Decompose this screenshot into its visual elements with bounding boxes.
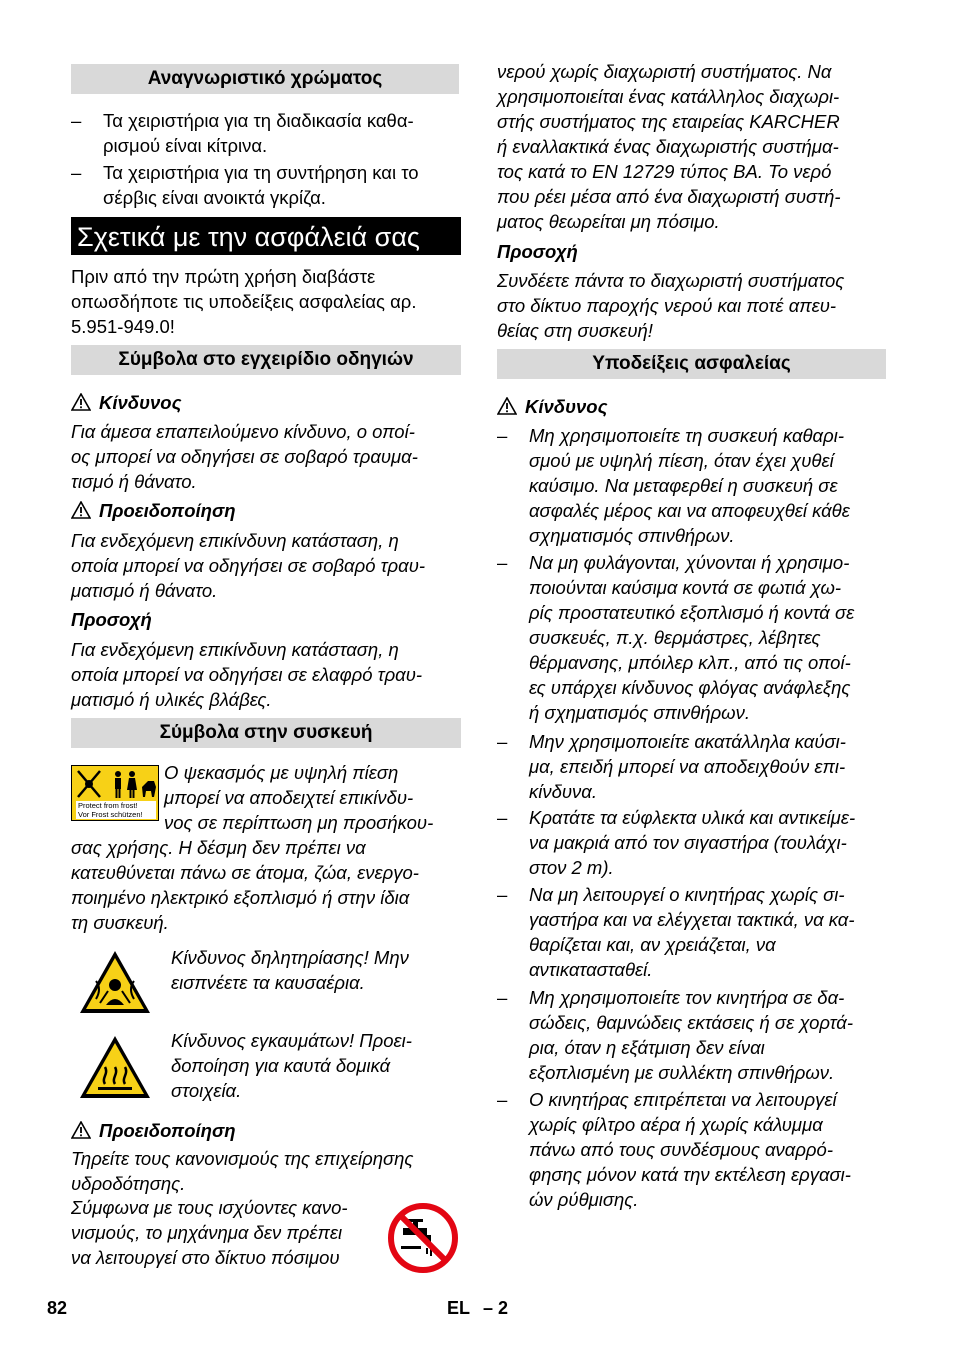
color-code-heading: Αναγνωριστικό χρώματος xyxy=(71,64,459,94)
caution-text: Συνδέετε πάντα το διαχωριστή συστήματος στο δίκτυο παροχής νερού και ποτέ απευ- θείας στη συσκευή! xyxy=(497,270,845,341)
list-item: Να μη φυλάγονται, χύνονται ή χρησιμο- ποιούνται καύσιμα κοντά σε φωτιά χω- ρίς προστατευτικό εξοπλισμό ή κοντά σε συσκευές, π.χ. θερμάστρες, λέβητες θέρμανσης, μπόιλερ κλπ., από τις οποί- ες υπάρχει κίνδυνος φλόγας ανάφλεξης ή σχηματισμός σπινθήρων. xyxy=(529,552,855,723)
list-item: Μην χρησιμοποιείτε ακατάλληλα καύσι- μα, επειδή μπορεί να αποδειχθούν επι- κίνδυνα. xyxy=(529,731,846,802)
potable-continued-text: νερού χωρίς διαχωριστή συστήματος. Να χρησιμοποιείται ένας κατάλληλος διαχωρι- στής συστήματος της εταιρείας KARCHER ή εναλλακτικά ένας διαχωριστής συστήμα- τος κατά το EN 12729 τύπος BA. Το νερό που ρέει μέσα από ένα διαχωριστή συστή- ματος θεωρείται μη πόσιμο. xyxy=(497,61,841,232)
safety-notes-heading: Υποδείξεις ασφαλείας xyxy=(497,349,886,379)
list-item: Να μη λειτουργεί ο κινητήρας χωρίς σι- γαστήρα και να ελέγχεται τακτικά, να κα- θαρίζεται και, αν χρειάζεται, να αντικατασταθεί. xyxy=(529,884,855,980)
warning-label: Προειδοποίηση xyxy=(71,498,236,525)
list-dash: – xyxy=(497,807,508,828)
danger-text: Για άμεσα επαπειλούμενο κίνδυνο, ο οποί- ος μπορεί να οδηγήσει σε σοβαρό τραυμα- τισμό ή θάνατο. xyxy=(71,421,418,492)
safety-heading: Σχετικά με την ασφάλειά σας xyxy=(71,217,461,255)
high-pressure-jet-warning-icon xyxy=(71,765,159,821)
list-dash: – xyxy=(497,884,508,905)
list-item: Μη χρησιμοποιείτε τη συσκευή καθαρι- σμού με υψηλή πίεση, όταν έχει χυθεί καύσιμο. Να μεταφερθεί η συσκευή σε ασφαλές μέρος και να αποφευχθεί κάθε σχηματισμός σπινθήρων. xyxy=(529,425,850,546)
warning-triangle-icon xyxy=(71,1120,91,1145)
page-number: 82 xyxy=(47,1298,68,1318)
list-dash: – xyxy=(497,552,508,573)
warning-triangle-icon xyxy=(71,500,91,525)
list-dash: – xyxy=(71,110,82,131)
list-item: Κρατάτε τα εύφλεκτα υλικά και αντικείμε- να μακριά από τον σιγαστήρα (τουλάχι- στον 2 m). xyxy=(529,807,856,878)
section-page: – 2 xyxy=(483,1298,509,1318)
frost-label: Vor Frost schützen! xyxy=(78,810,143,819)
caution-label: Προσοχή xyxy=(71,609,152,630)
safety-intro: Πριν από την πρώτη χρήση διαβάστε οπωσδήποτε τις υποδείξεις ασφαλείας αρ. 5.951-949.0! xyxy=(71,266,417,337)
frost-label: Protect from frost! xyxy=(78,801,138,810)
hot-surface-icon xyxy=(78,1034,152,1105)
list-dash: – xyxy=(497,425,508,446)
warning-text: Για ενδεχόμενη επικίνδυνη κατάσταση, η οποία μπορεί να οδηγήσει σε σοβαρό τραυ- ματισμό ή θάνατο. xyxy=(71,530,426,601)
warning-triangle-icon xyxy=(71,392,91,417)
no-potable-water-icon xyxy=(387,1202,459,1279)
caution-label: Προσοχή xyxy=(497,241,578,262)
warning-triangle-icon xyxy=(497,396,517,421)
list-item: Τα χειριστήρια για τη συντήρηση και το σέρβις είναι ανοικτά γκρίζα. xyxy=(103,162,419,208)
caution-text: Για ενδεχόμενη επικίνδυνη κατάσταση, η οποία μπορεί να οδηγήσει σε ελαφρό τραυ- ματισμό ή υλικές βλάβες. xyxy=(71,639,423,710)
poison-text: Κίνδυνος δηλητηρίασης! Μην εισπνέετε τα καυσαέρια. xyxy=(171,947,409,993)
poisoning-hazard-icon xyxy=(78,949,152,1020)
list-dash: – xyxy=(497,987,508,1008)
potable-text: Σύμφωνα με τους ισχύοντες κανο- νισμούς, το μηχάνημα δεν πρέπει να λειτουργεί στο δίκτυο πόσιμου xyxy=(71,1197,348,1268)
list-item: Μη χρησιμοποιείτε τον κινητήρα σε δα- σώδεις, θαμνώδεις εκτάσεις ή σε χορτά- ρια, όταν η εξάτμιση δεν είναι εξοπλισμένη με συλλέκτη σπινθήρων. xyxy=(529,987,853,1083)
list-item: Τα χειριστήρια για τη διαδικασία καθα- ρισμού είναι κίτρινα. xyxy=(103,110,414,156)
burn-text: Κίνδυνος εγκαυμάτων! Προει- δοποίηση για καυτά δομικά στοιχεία. xyxy=(171,1030,412,1101)
warning2-label: Προειδοποίηση xyxy=(71,1118,236,1145)
jet-text-full: σας χρήσης. Η δέσμη δεν πρέπει να κατευθύνεται πάνω σε άτομα, ζώα, ενεργο- ποιημένο ηλεκτρικό εξοπλισμό ή στην ίδια τη συσκευή. xyxy=(71,837,419,933)
list-item: Ο κινητήρας επιτρέπεται να λειτουργεί χωρίς φίλτρο αέρα ή χωρίς κάλυμμα πάνω από τους συνδέσμους αναρρό- φησης μόνον κατά την εκτέλεση εργασι- ών ρύθμισης. xyxy=(529,1089,851,1210)
list-dash: – xyxy=(497,731,508,752)
danger-label: Κίνδυνος xyxy=(71,390,181,417)
list-dash: – xyxy=(497,1089,508,1110)
jet-text-short: Ο ψεκασμός με υψηλή πίεση μπορεί να αποδειχτεί επικίνδυ- νος σε περίπτωση μη προσήκου- xyxy=(164,762,434,833)
device-symbols-heading: Σύμβολα στην συσκευή xyxy=(71,718,461,748)
manual-symbols-heading: Σύμβολα στο εγχειρίδιο οδηγιών xyxy=(71,345,461,375)
lang-code: EL xyxy=(447,1298,471,1318)
list-dash: – xyxy=(71,162,82,183)
warning2-text: Τηρείτε τους κανονισμούς της επιχείρησης υδροδότησης. xyxy=(71,1148,414,1194)
danger-label: Κίνδυνος xyxy=(497,394,607,421)
